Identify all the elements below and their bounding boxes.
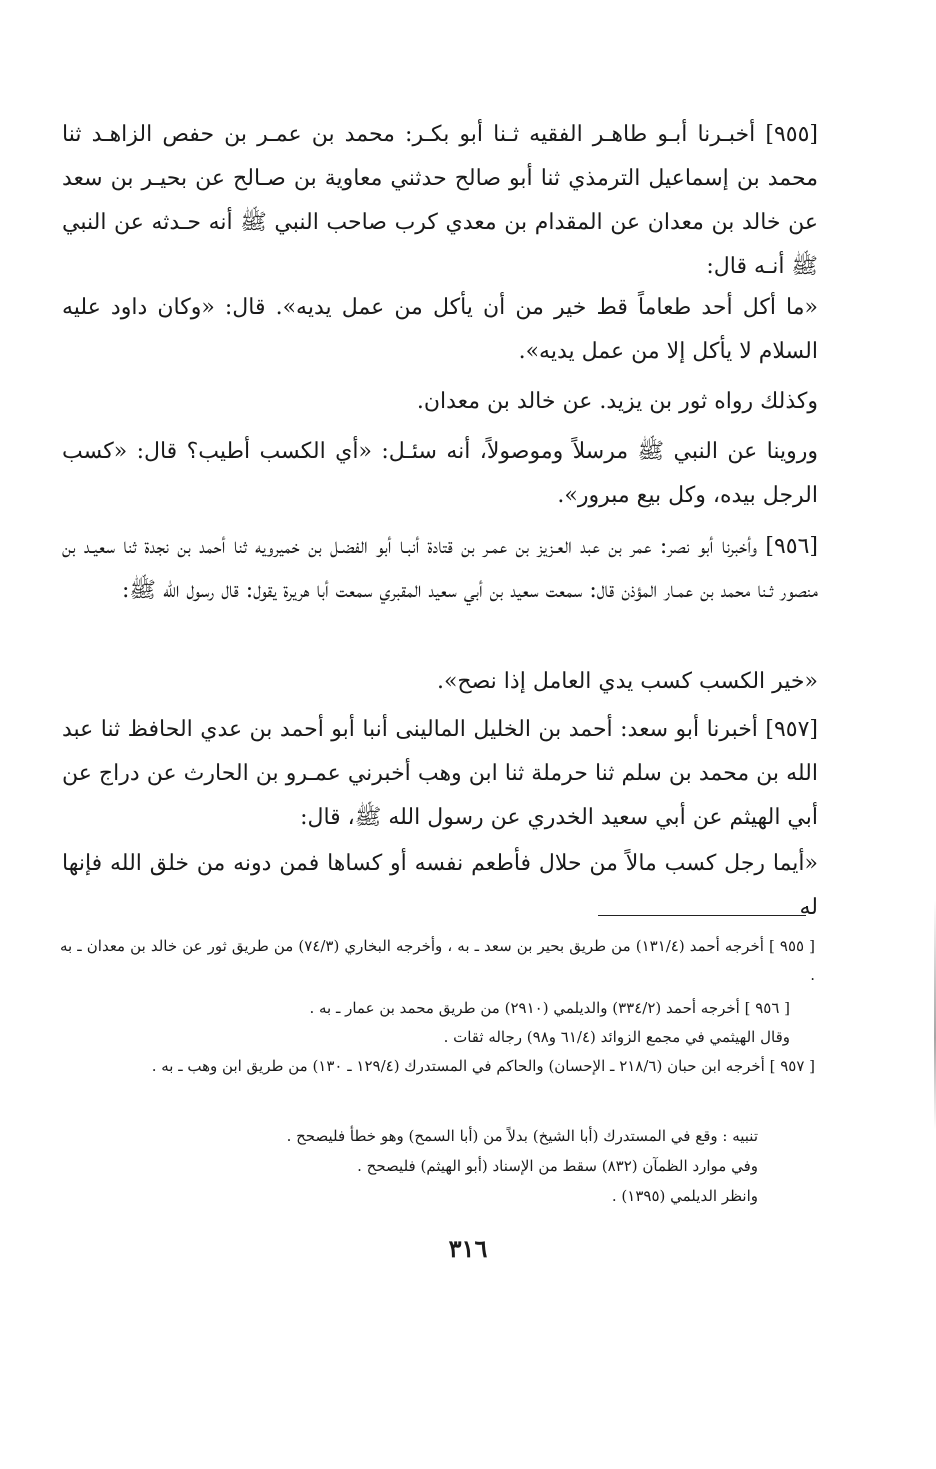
hadith-956-isnad: [٩٥٦] وأخبرنا أبو نصر: عمر بن عبد العـزيز بن عمـر بن قتادة أنبـا أبو الفضـل بن خميرويه ثنا أحمد بن نجدة ثنا سعيـد بن منصور ثـنا محمد بن عمـار المؤذن قال: سمعت سعيد بن أبي سعيد المقبري سمعت أبا هريرة يقول: قال رسول الله ﷺ:: [62, 534, 818, 603]
page-number: ٣١٦: [448, 1234, 488, 1263]
footnote-957-daylami: وانظر الديلمي (١٣٩٥) .: [611, 1187, 758, 1205]
footnote-956: [ ٩٥٦ ] أخرجه أحمد (٣٣٤/٢) والديلمي (٢٩١٠) من طريق محمد بن عمار ـ به .: [309, 999, 790, 1017]
footnote-955: [ ٩٥٥ ] أخرجه أحمد (١٣١/٤) من طريق بحير بن سعد ـ به ، وأخرجه البخاري (٧٤/٣) من طريق ثور عن خالد بن معدان ـ به .: [60, 937, 815, 984]
footnote-957-mawarid: وفي موارد الظمآن (٨٣٢) سقط من الإسناد (أبو الهيثم) فليصحح .: [357, 1157, 758, 1175]
hadith-957-matn: «أيما رجل كسب مالاً من حلال فأطعم نفسه أو كساها فمن دونه من خلق الله فإنها له: [62, 851, 818, 920]
hadith-955-matn: «ما أكل أحد طعاماً قط خير من أن يأكل من عمل يديه». قال: «وكان داود عليه السلام لا يأكل إلا من عمل يديه».: [62, 295, 818, 364]
footnote-956-note: وقال الهيثمي في مجمع الزوائد (٦١/٤ و٩٨) رجاله ثقات .: [443, 1028, 790, 1046]
footnote-957: [ ٩٥٧ ] أخرجه ابن حبان (٢١٨/٦ ـ الإحسان) والحاكم في المستدرك (١٢٩/٤ ـ ١٣٠) من طريق ابن وهب ـ به .: [151, 1057, 815, 1075]
hadith-mursal-note: وروينا عن النبي ﷺ مرسلاً وموصولاً، أنه سئـل: «أي الكسب أطيب؟ قال: «كسب الرجل بيده، وكل بيع مبرور».: [62, 439, 818, 508]
footnote-divider: [598, 915, 806, 916]
hadith-955-isnad: [٩٥٥] أخبـرنا أبـو طاهـر الفقيه ثـنا أبو بكـر: محمد بن عمـر بن حفص الزاهـد ثنا محمد بن إسماعيل الترمذي ثنا أبو صالح حدثني معاوية بن صـالح عن بحيـر بن سعد عن خالد بن معدان عن المقدام بن معدي كرب صاحب النبي ﷺ أنه حـدثه عن النبي ﷺ أنـه قال:: [62, 122, 819, 279]
narration-note: وكذلك رواه ثور بن يزيد. عن خالد بن معدان.: [416, 389, 818, 414]
hadith-957-isnad: [٩٥٧] أخبرنا أبو سعد: أحمد بن الخليل المالينى أنبا أبو أحمد بن عدي الحافظ ثنا عبد الله بن محمد بن سلم ثنا حرملة ثنا ابن وهب أخبرني عمـرو بن الحارث عن دراج عن أبي الهيثم عن أبي سعيد الخدري عن رسول الله ﷺ، قال:: [62, 717, 818, 830]
footnote-957-warning: تنبيه : وقع في المستدرك (أبا الشيخ) بدلاً من (أبا السمح) وهو خطأ فليصحح .: [286, 1127, 758, 1145]
hadith-956-matn: «خير الكسب كسب يدي العامل إذا نصح».: [436, 669, 818, 694]
